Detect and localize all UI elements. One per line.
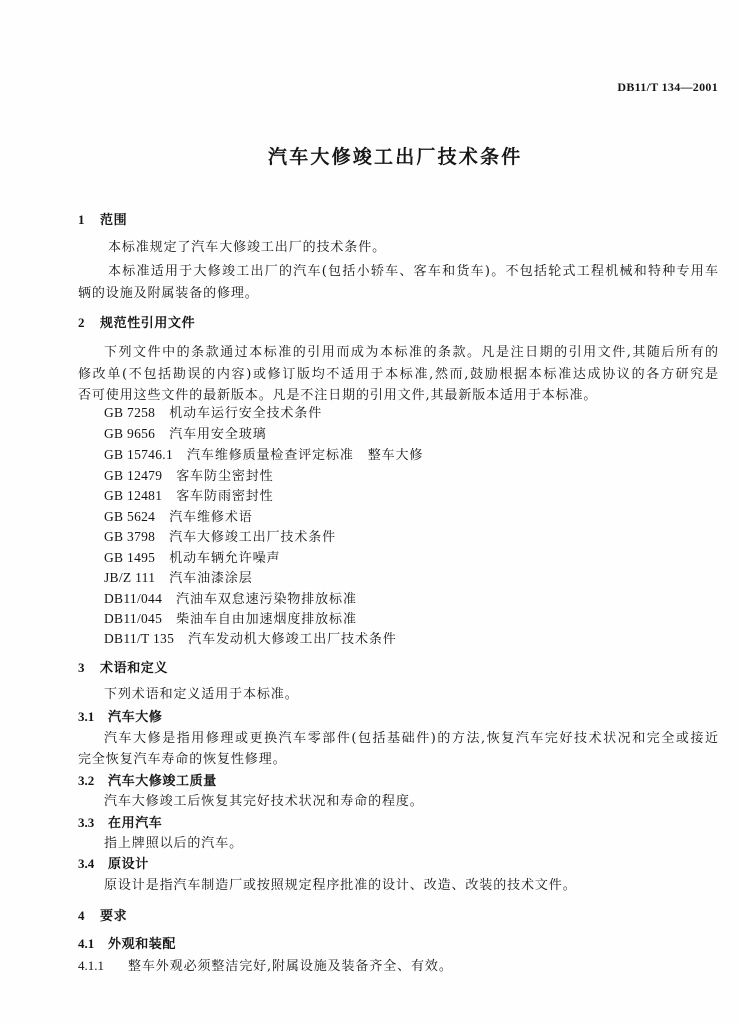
clause-number: 4.1.1 xyxy=(78,958,104,973)
reference-item xyxy=(104,426,267,442)
definition-line: 指上牌照以后的汽车。 xyxy=(104,836,244,851)
term-3-3-heading xyxy=(78,815,162,831)
reference-item xyxy=(104,509,253,525)
reference-code: GB 5624 xyxy=(104,509,156,524)
reference-code: GB 12479 xyxy=(104,468,163,483)
reference-title: 机动车运行安全技术条件 xyxy=(169,406,323,421)
term-3-1-heading xyxy=(78,709,162,725)
paragraph-line: 下列文件中的条款通过本标准的引用而成为本标准的条款。凡是注日期的引用文件,其随后所有的 xyxy=(104,345,718,360)
reference-item xyxy=(104,529,336,545)
definition-line: 原设计是指汽车制造厂或按照规定程序批准的设计、改造、改装的技术文件。 xyxy=(104,878,577,893)
clause-number: 3.2 xyxy=(78,773,95,788)
section-title: 规范性引用文件 xyxy=(100,316,196,331)
paragraph-line: 本标准适用于大修竣工出厂的汽车(包括小轿车、客车和货车)。不包括轮式工程机械和特种专用车 xyxy=(108,264,718,279)
reference-code: GB 15746.1 xyxy=(104,447,174,462)
section-number: 1 xyxy=(78,212,85,227)
clause-number: 3.1 xyxy=(78,709,95,724)
clause-4-1-1 xyxy=(78,958,453,974)
section-title: 术语和定义 xyxy=(100,661,169,676)
paragraph-line: 本标准规定了汽车大修竣工出厂的技术条件。 xyxy=(108,240,387,255)
subsection-4-1-heading xyxy=(78,936,176,952)
reference-title: 汽车维修质量检查评定标准 整车大修 xyxy=(187,448,424,463)
standard-number: DB11/T 134—2001 xyxy=(617,80,718,94)
reference-title: 汽车用安全玻璃 xyxy=(169,427,267,442)
reference-title: 汽车大修竣工出厂技术条件 xyxy=(169,530,337,545)
term-name: 在用汽车 xyxy=(108,816,163,831)
paragraph-line: 辆的设施及附属装备的修理。 xyxy=(78,286,259,301)
section-number: 2 xyxy=(78,315,85,330)
reference-item xyxy=(104,550,280,566)
reference-code: GB 7258 xyxy=(104,405,156,420)
reference-code: DB11/044 xyxy=(104,591,163,606)
reference-item xyxy=(104,591,357,607)
term-3-2-heading xyxy=(78,773,217,789)
reference-title: 汽车维修术语 xyxy=(169,510,253,525)
clause-number: 4.1 xyxy=(78,936,95,951)
reference-item xyxy=(104,570,253,586)
definition-line: 完全恢复汽车寿命的恢复性修理。 xyxy=(78,752,287,767)
reference-code: GB 1495 xyxy=(104,550,156,565)
reference-code: GB 12481 xyxy=(104,488,163,503)
term-name: 汽车大修 xyxy=(108,710,163,725)
reference-code: GB 3798 xyxy=(104,529,156,544)
reference-item xyxy=(104,468,274,484)
reference-title: 汽车发动机大修竣工出厂技术条件 xyxy=(188,632,397,647)
reference-title: 汽油车双怠速污染物排放标准 xyxy=(176,592,357,607)
reference-title: 柴油车自由加速烟度排放标准 xyxy=(176,612,357,627)
section-3-heading xyxy=(78,660,168,676)
reference-code: DB11/045 xyxy=(104,611,163,626)
reference-title: 客车防雨密封性 xyxy=(176,489,274,504)
reference-title: 机动车辆允许噪声 xyxy=(169,551,281,566)
term-3-4-heading xyxy=(78,856,149,872)
reference-item xyxy=(104,447,423,463)
section-2-heading xyxy=(78,315,195,331)
reference-item xyxy=(104,488,274,504)
reference-item xyxy=(104,405,322,421)
clause-number: 3.3 xyxy=(78,815,95,830)
reference-item xyxy=(104,631,397,647)
reference-title: 汽车油漆涂层 xyxy=(169,571,253,586)
reference-code: GB 9656 xyxy=(104,426,156,441)
document-title: 汽车大修竣工出厂技术条件 xyxy=(268,146,523,168)
definition-line: 汽车大修是指用修理或更换汽车零部件(包括基础件)的方法,恢复汽车完好技术状况和完全或接近 xyxy=(104,731,718,746)
section-1-heading xyxy=(78,212,127,228)
paragraph-line: 下列术语和定义适用于本标准。 xyxy=(104,687,299,702)
clause-number: 3.4 xyxy=(78,856,95,871)
term-name: 汽车大修竣工质量 xyxy=(108,774,217,789)
definition-line: 汽车大修竣工后恢复其完好技术状况和寿命的程度。 xyxy=(104,794,424,809)
section-title: 范围 xyxy=(100,213,128,228)
paragraph-line: 修改单(不包括勘误的内容)或修订版均不适用于本标准,然而,鼓励根据本标准达成协议的各方研究是 xyxy=(78,367,718,382)
section-number: 4 xyxy=(78,908,85,923)
paragraph-line: 否可使用这些文件的最新版本。凡是不注日期的引用文件,其最新版本适用于本标准。 xyxy=(78,388,598,403)
section-4-heading xyxy=(78,908,127,924)
reference-code: JB/Z 111 xyxy=(104,570,156,585)
reference-item xyxy=(104,611,357,627)
section-title: 要求 xyxy=(100,909,128,924)
reference-code: DB11/T 135 xyxy=(104,631,175,646)
subsection-title: 外观和装配 xyxy=(108,937,177,952)
reference-title: 客车防尘密封性 xyxy=(176,469,274,484)
clause-text: 整车外观必须整洁完好,附属设施及装备齐全、有效。 xyxy=(128,959,453,974)
section-number: 3 xyxy=(78,660,85,675)
term-name: 原设计 xyxy=(108,857,149,872)
